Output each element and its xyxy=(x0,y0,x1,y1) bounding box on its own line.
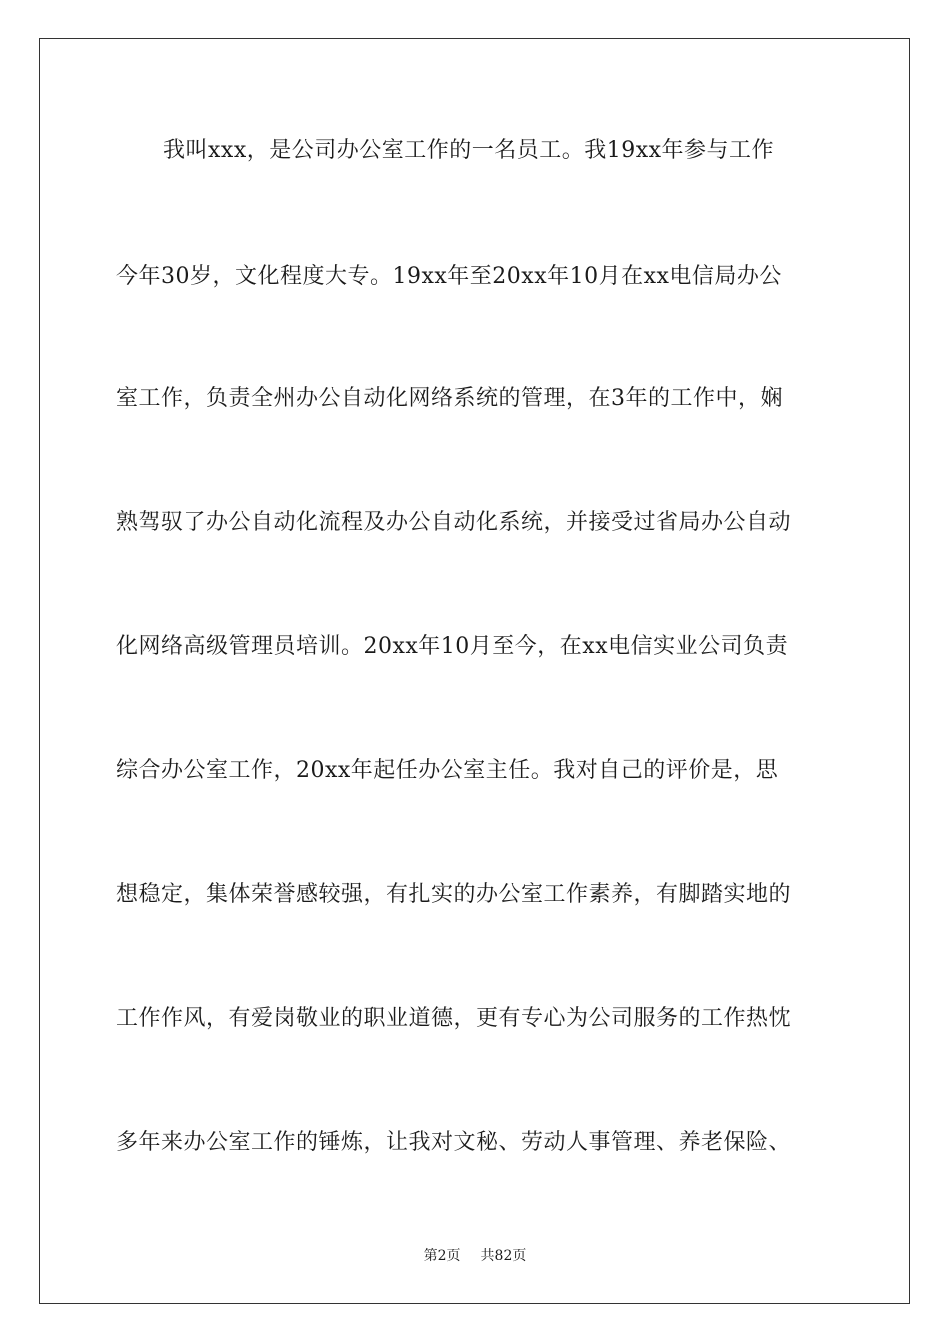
page-footer xyxy=(0,1246,950,1266)
paragraph-line-6: 综合办公室工作，20xx年起任办公室主任。我对自己的评价是，思 xyxy=(116,758,779,783)
paragraph-line-5: 化网络高级管理员培训。20xx年10月至今，在xx电信实业公司负责 xyxy=(116,634,789,659)
total-pages: 共82页 xyxy=(480,1248,527,1264)
paragraph-line-8: 工作作风，有爱岗敬业的职业道德，更有专心为公司服务的工作热忱 xyxy=(116,1006,792,1031)
paragraph-line-7: 想稳定，集体荣誉感较强，有扎实的办公室工作素养，有脚踏实地的 xyxy=(116,882,792,907)
paragraph-line-1: 我叫xxx，是公司办公室工作的一名员工。我19xx年参与工作 xyxy=(163,138,775,163)
paragraph-line-3: 室工作，负责全州办公自动化网络系统的管理，在3年的工作中，娴 xyxy=(116,386,783,411)
paragraph-line-9: 多年来办公室工作的锤炼，让我对文秘、劳动人事管理、养老保险、 xyxy=(116,1130,792,1155)
paragraph-line-2: 今年30岁，文化程度大专。19xx年至20xx年10月在xx电信局办公 xyxy=(116,264,782,289)
page-number: 第2页 xyxy=(423,1248,461,1264)
page-border xyxy=(39,38,910,1304)
paragraph-line-4: 熟驾驭了办公自动化流程及办公自动化系统，并接受过省局办公自动 xyxy=(116,510,792,535)
